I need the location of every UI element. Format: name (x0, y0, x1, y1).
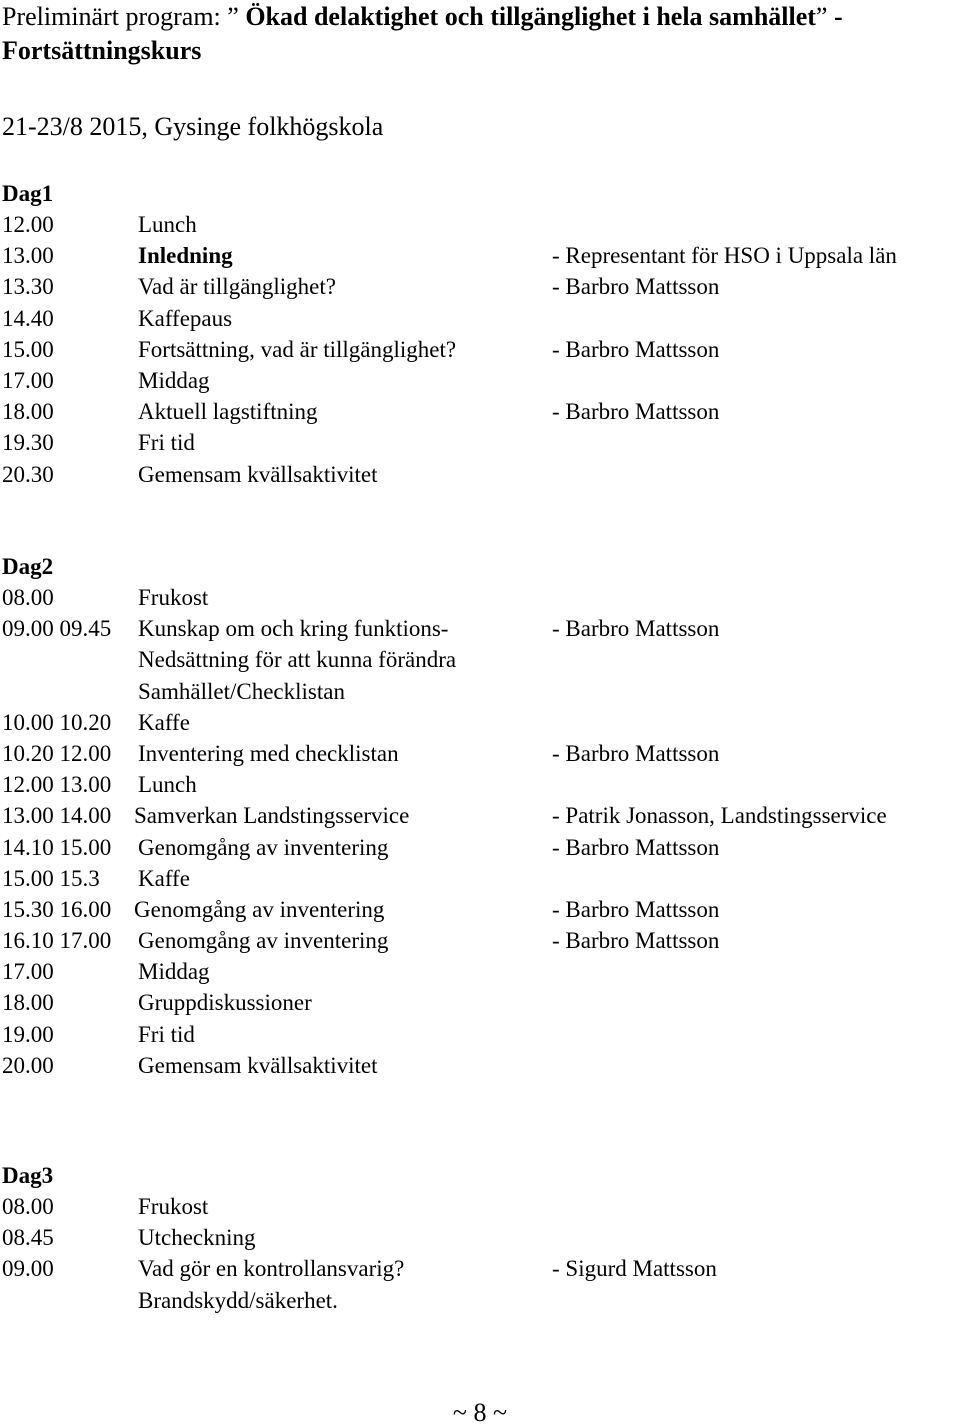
row-responsible: - Barbro Mattsson (552, 896, 720, 922)
schedule-row (2, 894, 957, 925)
row-activity: Middag (138, 959, 210, 985)
row-activity: Brandskydd/säkerhet. (138, 1287, 338, 1313)
schedule-row (2, 427, 957, 458)
day1-section (2, 178, 957, 490)
row-activity: Inventering med checklistan (138, 740, 399, 766)
row-time: 16.10 17.00 (2, 928, 112, 954)
row-time: 20.30 (2, 461, 54, 487)
row-activity: Utcheckning (138, 1225, 256, 1251)
schedule-row (2, 925, 957, 956)
day2-section (2, 551, 957, 1081)
row-activity: Samverkan Landstingsservice (134, 803, 410, 829)
row-activity: Inledning (138, 243, 233, 269)
row-time: 19.00 (2, 1021, 54, 1047)
title-prefix: Preliminärt program: (2, 2, 228, 31)
program-subtitle: 21-23/8 2015, Gysinge folkhögskola (2, 112, 384, 141)
title-quote-close: ” (815, 2, 828, 31)
row-time: 19.30 (2, 430, 54, 456)
row-activity: Kaffepaus (138, 305, 233, 331)
row-time: 10.00 10.20 (2, 709, 112, 735)
schedule-row (2, 459, 957, 490)
row-time: 10.20 12.00 (2, 740, 112, 766)
day3-heading: Dag3 (2, 1163, 54, 1188)
schedule-row (2, 800, 957, 831)
row-activity: Lunch (138, 772, 197, 798)
row-activity: Gemensam kvällsaktivitet (138, 461, 378, 487)
row-responsible: - Barbro Mattsson (552, 834, 720, 860)
schedule-row (2, 396, 957, 427)
schedule-row (2, 644, 957, 675)
row-time: 08.00 (2, 1194, 54, 1219)
row-activity: Frukost (138, 1194, 209, 1219)
row-activity: Kunskap om och kring funktions- (138, 616, 449, 642)
row-time: 13.00 (2, 243, 54, 269)
day1-heading: Dag1 (2, 181, 54, 206)
row-time: 15.00 (2, 336, 54, 362)
schedule-row (2, 303, 957, 334)
schedule-row (2, 738, 957, 769)
schedule-row (2, 271, 957, 302)
row-activity: Kaffe (138, 865, 190, 891)
row-activity: Lunch (138, 212, 197, 237)
title-course-name: Ökad delaktighet och tillgänglighet i hela samhället (238, 2, 816, 31)
row-activity: Frukost (138, 585, 209, 610)
schedule-row (2, 1050, 957, 1081)
program-title (2, 0, 952, 68)
row-activity: Gemensam kvällsaktivitet (138, 1052, 378, 1078)
title-quote-open: ” (227, 2, 239, 31)
schedule-row (2, 956, 957, 987)
schedule-row (2, 1253, 957, 1284)
day3-section (2, 1160, 957, 1316)
row-responsible: - Barbro Mattsson (552, 274, 720, 300)
row-activity: Vad är tillgänglighet? (138, 274, 336, 300)
row-activity: Genomgång av inventering (138, 834, 389, 860)
row-responsible: - Representant för HSO i Uppsala län (552, 243, 897, 269)
day2-heading: Dag2 (2, 554, 54, 579)
row-activity: Kaffe (138, 709, 190, 735)
row-activity: Gruppdiskussioner (138, 990, 312, 1016)
row-responsible: - Barbro Mattsson (552, 616, 720, 642)
row-time: 12.00 (2, 212, 54, 237)
row-activity: Aktuell lagstiftning (138, 399, 318, 425)
title-suffix: - Fortsättningskurs (2, 2, 843, 65)
row-responsible: - Sigurd Mattsson (552, 1256, 717, 1282)
row-time: 12.00 13.00 (2, 772, 112, 798)
schedule-row (2, 769, 957, 800)
schedule-row (2, 707, 957, 738)
row-time: 14.40 (2, 305, 54, 331)
schedule-row (2, 240, 957, 271)
schedule-row (2, 832, 957, 863)
row-time: 13.30 (2, 274, 54, 300)
page-number: ~ 8 ~ (452, 1398, 508, 1427)
row-activity: Nedsättning för att kunna förändra (138, 647, 457, 673)
row-time: 15.30 16.00 (2, 896, 112, 922)
row-time: 18.00 (2, 990, 54, 1016)
row-activity: Fri tid (138, 430, 195, 456)
schedule-row (2, 209, 957, 240)
row-responsible: - Barbro Mattsson (552, 336, 720, 362)
row-responsible: - Barbro Mattsson (552, 740, 720, 766)
row-activity: Fri tid (138, 1021, 195, 1047)
row-activity: Fortsättning, vad är tillgänglighet? (138, 336, 457, 362)
row-time: 20.00 (2, 1052, 54, 1078)
row-time: 13.00 14.00 (2, 803, 112, 829)
schedule-row (2, 676, 957, 707)
row-activity: Vad gör en kontrollansvarig? (138, 1256, 405, 1282)
schedule-row (2, 365, 957, 396)
row-activity: Genomgång av inventering (134, 896, 385, 922)
row-activity: Samhället/Checklistan (138, 678, 345, 704)
schedule-row (2, 863, 957, 894)
row-time: 08.45 (2, 1225, 54, 1251)
schedule-row (2, 1285, 957, 1316)
schedule-row (2, 1222, 957, 1253)
schedule-row (2, 1019, 957, 1050)
row-responsible: - Barbro Mattsson (552, 928, 720, 954)
row-time: 09.00 09.45 (2, 616, 112, 642)
row-time: 09.00 (2, 1256, 54, 1282)
schedule-row (2, 334, 957, 365)
row-time: 15.00 15.3 (2, 865, 100, 891)
row-activity: Genomgång av inventering (138, 928, 389, 954)
row-time: 17.00 (2, 367, 54, 393)
row-time: 18.00 (2, 399, 54, 425)
schedule-row (2, 1191, 957, 1222)
row-time: 14.10 15.00 (2, 834, 112, 860)
schedule-row (2, 613, 957, 644)
schedule-row (2, 987, 957, 1018)
row-responsible: - Barbro Mattsson (552, 399, 720, 425)
row-activity: Middag (138, 367, 210, 393)
row-responsible: - Patrik Jonasson, Landstingsservice (552, 803, 887, 829)
row-time: 17.00 (2, 959, 54, 985)
row-time: 08.00 (2, 585, 54, 610)
schedule-row (2, 582, 957, 613)
